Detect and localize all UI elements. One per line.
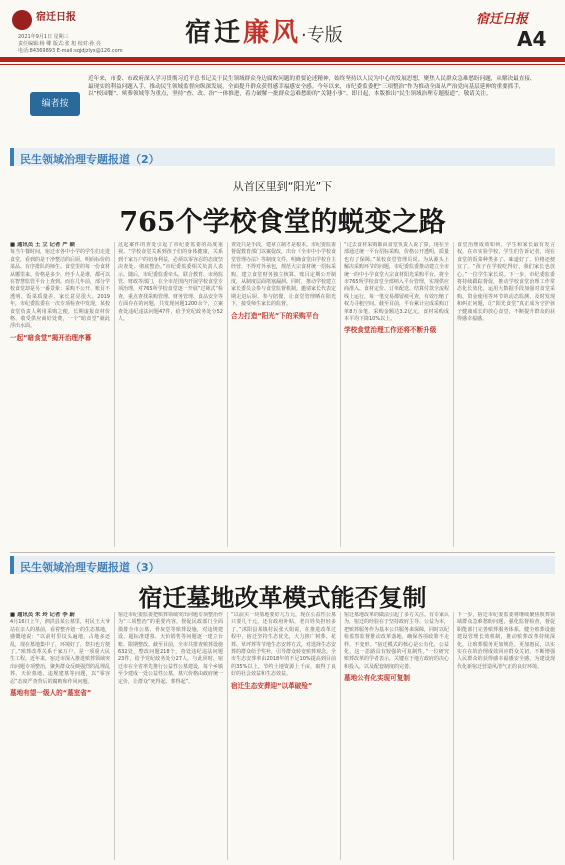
article-subhead: 合力打造“阳光”下的采购平台 <box>231 311 319 320</box>
article-kicker: 从首区里到“阳光”下 <box>232 180 333 193</box>
page-header <box>0 0 565 70</box>
page-number: A4 <box>517 27 547 51</box>
globe-icon <box>12 10 32 30</box>
article-paragraph: 宿迁市纪委监委把殡葬领域突出问题专项整治作为“三项整治”的重要内容，督促民政部门全面摸排全市公墓、骨灰堂等殡葬设施，对违规建设、超标准建墓、天价销售等问题逐一建立台账、限期整改。截至目前，全市共排查殡葬设施632处，整改问题218个，查处违纪违法问题23件，给予党纪政务处分27人。与此同时，宿迁市在全省率先推行公益性公墓建设，每个乡镇至少建成一处公益性公墓，墓穴价格由政府统一定价，让群众“死得起、葬得起”。 <box>118 612 223 685</box>
article-column-2 <box>118 612 223 860</box>
publication-info <box>18 34 178 55</box>
article-subhead: 宿迁生态安葬迎“以革破殓” <box>231 681 313 690</box>
section-banner-2 <box>10 148 555 166</box>
header-divider <box>0 57 565 62</box>
column-divider <box>227 242 228 547</box>
column-divider <box>340 612 341 860</box>
pub-date: 2021年9月1日 星期三 <box>18 34 69 40</box>
title-suffix: ·专版 <box>301 25 343 46</box>
article-column-1 <box>10 242 110 547</box>
article-subhead: 墓地有望一级人的“墓室省” <box>10 689 92 698</box>
page-title <box>185 12 343 48</box>
column-divider <box>453 612 454 860</box>
column-divider <box>114 242 115 547</box>
pub-contact: 电话:84369893 E-mail:sqjdjzlyx@126.com <box>18 48 123 54</box>
article-byline: ■ 通讯员 王 立 记者 严 颖 <box>10 242 75 248</box>
article-column-4 <box>344 612 449 860</box>
newspaper-logo: 宿迁日报 <box>476 12 529 27</box>
section-divider <box>10 552 555 553</box>
editor-note-badge: 编者按 <box>30 92 80 116</box>
column-divider <box>227 612 228 860</box>
banner-accent-bar <box>10 148 14 166</box>
article-paragraph: 宿迁墓地改革的做法引起了多方关注。有专家认为，宿迁的经验在于坚持政府主导、公益为本，把殡葬服务作为基本公共服务来保障，同时以纪检监察监督推动改革落地，确保各项政策不走样、不变形。“宿迁模式的核心是公有化、公益化，这一思路具有较强的可复制性。”一位研究殡葬改革的学者表示，关键在于地方政府的决心和投入，以及配套制度的完善。 <box>344 612 449 670</box>
column-divider <box>114 612 115 860</box>
banner-accent-bar <box>10 556 14 574</box>
section-banner-label: 民生领域治理专题报道（3） <box>20 561 160 574</box>
article-column-5 <box>457 242 555 547</box>
article-subhead: 学校食堂治理工作还将不断升级 <box>344 326 437 335</box>
article-column-2 <box>118 242 223 547</box>
article-paragraph: 食堂治理成效如何，学生和家长最有发言权。在市实验学校，学生们告诉记者，现在食堂的饭菜种类多了、味道好了，价格还便宜了。“孩子在学校吃得好，我们家长也放心。”一位学生家长说。下一步，市纪委监委将持续跟踪督促，推动学校食堂治理工作常态化长效化，运用大数据手段加强对食堂采购、资金使用等环节的动态监测，及时发现和纠正问题，让“阳光食堂”真正成为守护孩子健康成长的放心食堂，不断提升群众的获得感幸福感。 <box>457 242 555 323</box>
article-column-3 <box>231 612 336 860</box>
title-prefix: 宿迁 <box>185 18 244 48</box>
article-paragraph: 4月16日上午，泗洪县某公墓里，村民王大爷站在亲人的墓前，看着整齐划一的生态墓地，感慨地说：“以前村里坟头遍地，占地多还乱，现在墓地集中了，环境好了，祭扫也方便了。”殡葬改革关系千家万户，是一项重大民生工程。近年来，宿迁市深入推进殡葬领域突出问题专项整治，聚焦群众反映强烈的乱埋乱葬、天价墓地、违规建墓等问题，以“零容忍”态度严查背后的腐败和作风问题。 <box>10 619 110 685</box>
article-headline: 宿迁墓地改革模式能否复制 <box>138 583 427 612</box>
article-column-1 <box>10 612 110 860</box>
section-banner-3 <box>10 556 555 574</box>
article-byline: ■ 通讯员 朱 玲 记者 李 蔚 <box>10 612 75 618</box>
article-paragraph: 每当午餐时间，宿迁市各中小学的学生们走进食堂，看到的是干净整洁的后厨、明码标价的菜品、有序排队的师生。食堂里的每一份食材从哪里来、价格是多少、经手人是谁，都可以在智慧监管平台上查到。而在几年前，部分学校食堂却是另一番景象：采购不公开、账目不透明、饭菜质量差，家长意见很大。2019年，市纪委监委在一次专项检查中发现，某校食堂负责人利用采购之便，长期虚报食材价格、收受供应商好处费，一个“暗食堂”就此浮出水面。 <box>10 249 110 330</box>
column-divider <box>340 242 341 547</box>
article-paragraph: 这起案件的查处引起了市纪委监委的高度重视。“学校食堂关系到孩子们的身体健康，关系到千家万户的切身利益，必须以零容忍的态度坚决查处、彻底整治。”市纪委监委相关负责人表示。随后，市纪委监委牵头，联合教育、市场监管、财政等部门，在全市范围内开展学校食堂专项治理，对765所学校食堂逐一开展“过筛式”检查，重点查找采购管理、财务管理、食品安全等方面存在的问题，共发现问题1200余个，立案查处违纪违法问题47件，给予党纪政务处分52人。 <box>118 242 223 323</box>
article-paragraph: “过去食材采购都由食堂负责人说了算，现在全部通过统一平台招标采购，价格公开透明，质量也有了保障。”某校食堂管理员说。为从源头上解决采购环节的问题，市纪委监委推动建立全市统一的中小学食堂大宗食材阳光采购平台，将全市765所学校食堂全部纳入平台管理，实现供应商准入、食材定价、订单配送、结算付款全流程线上运行，每一笔交易都留痕可查，有效压缩了权力寻租空间。截至目前，平台累计完成采购订单8万余笔，采购金额达3.2亿元，食材采购成本平均下降10%以上。 <box>344 242 449 323</box>
title-accent: 廉风 <box>243 18 302 48</box>
article-paragraph: 查处只是手段，建章立制才是根本。市纪委监委督促教育部门以案促改，出台《全市中小学校食堂管理办法》等制度文件，明确食堂由学校自主经营、不得对外承包，规范大宗食材统一招标采购，建立食堂财务独立核算、账目定期公开制度，从制度层面堵塞漏洞。同时，推动学校建立家长委员会参与食堂监督机制，邀请家长代表定期走进后厨、参与陪餐，让食堂管理晒在阳光下，接受师生家长的监督。 <box>231 242 336 308</box>
header-thin-divider <box>0 64 565 65</box>
article-column-3 <box>231 242 336 547</box>
article-column-5 <box>457 612 555 860</box>
paper-name-small: 宿迁日报 <box>36 12 76 23</box>
article-subhead: 一起“暗食堂”揭开治理序幕 <box>10 333 92 342</box>
column-divider <box>453 242 454 547</box>
article-paragraph: 下一步，宿迁市纪委监委将继续聚焦殡葬领域群众急难愁盼问题，强化监督检查，督促职能部门完善殡葬服务体系，健全殡葬设施建设管理长效机制，推动殡葬改革持续深化，让殡葬服务更加规范、更加惠民，以实实在在的治理成效回应群众关切，不断增强人民群众的获得感幸福感安全感，为建设现代化新宿迁营造风清气正的良好环境。 <box>457 612 555 670</box>
article-column-4 <box>344 242 449 547</box>
section-banner-label: 民生领域治理专题报道（2） <box>20 153 160 166</box>
article-headline: 765个学校食堂的蜕变之路 <box>119 207 446 238</box>
editor-note-text: 近年来，市委、市政府深入学习贯彻习近平总书记关于民生领域群众身边腐败问题的重要论述精神，始终坚持以人民为中心的发展思想，聚焦人民群众急难愁盼问题，从解决最直接、最现实的利益问题入手，推动民生领域监督向纵深发展，全面提升群众获得感幸福感安全感。今年以来，市纪委监委把“三项整治”作为推动全面从严治党向基层延伸的重要抓手，以“校园餐”、殡葬领域等为重点，坚持“查、改、治”一体推进，着力破解一批群众急难愁盼的“关键小事”。即日起，本版推出“民生领域治理专题报道”，敬请关注。 <box>88 76 536 98</box>
article-subhead: 墓地公有化实现可复制 <box>344 674 410 683</box>
article-paragraph: “以前买一块墓地要好几万元，现在公益性公墓只要几千元，还有政府补贴，老百姓负担轻多了。”沭阳县某镇村民张大姐说。在推进改革过程中，宿迁坚持生态优先，大力推广树葬、花葬、草坪葬等节地生态安葬方式，对选择生态安葬的群众给予奖补，引导群众转变殡葬观念。全市生态安葬率由2018年的不足10%提高到目前的35%以上，节约土地资源上千亩，取得了良好的社会效益和生态效益。 <box>231 612 336 678</box>
pub-editors: 责任编辑:杨 卿 版式:张 旭 校对:孙 亮 <box>18 41 102 47</box>
